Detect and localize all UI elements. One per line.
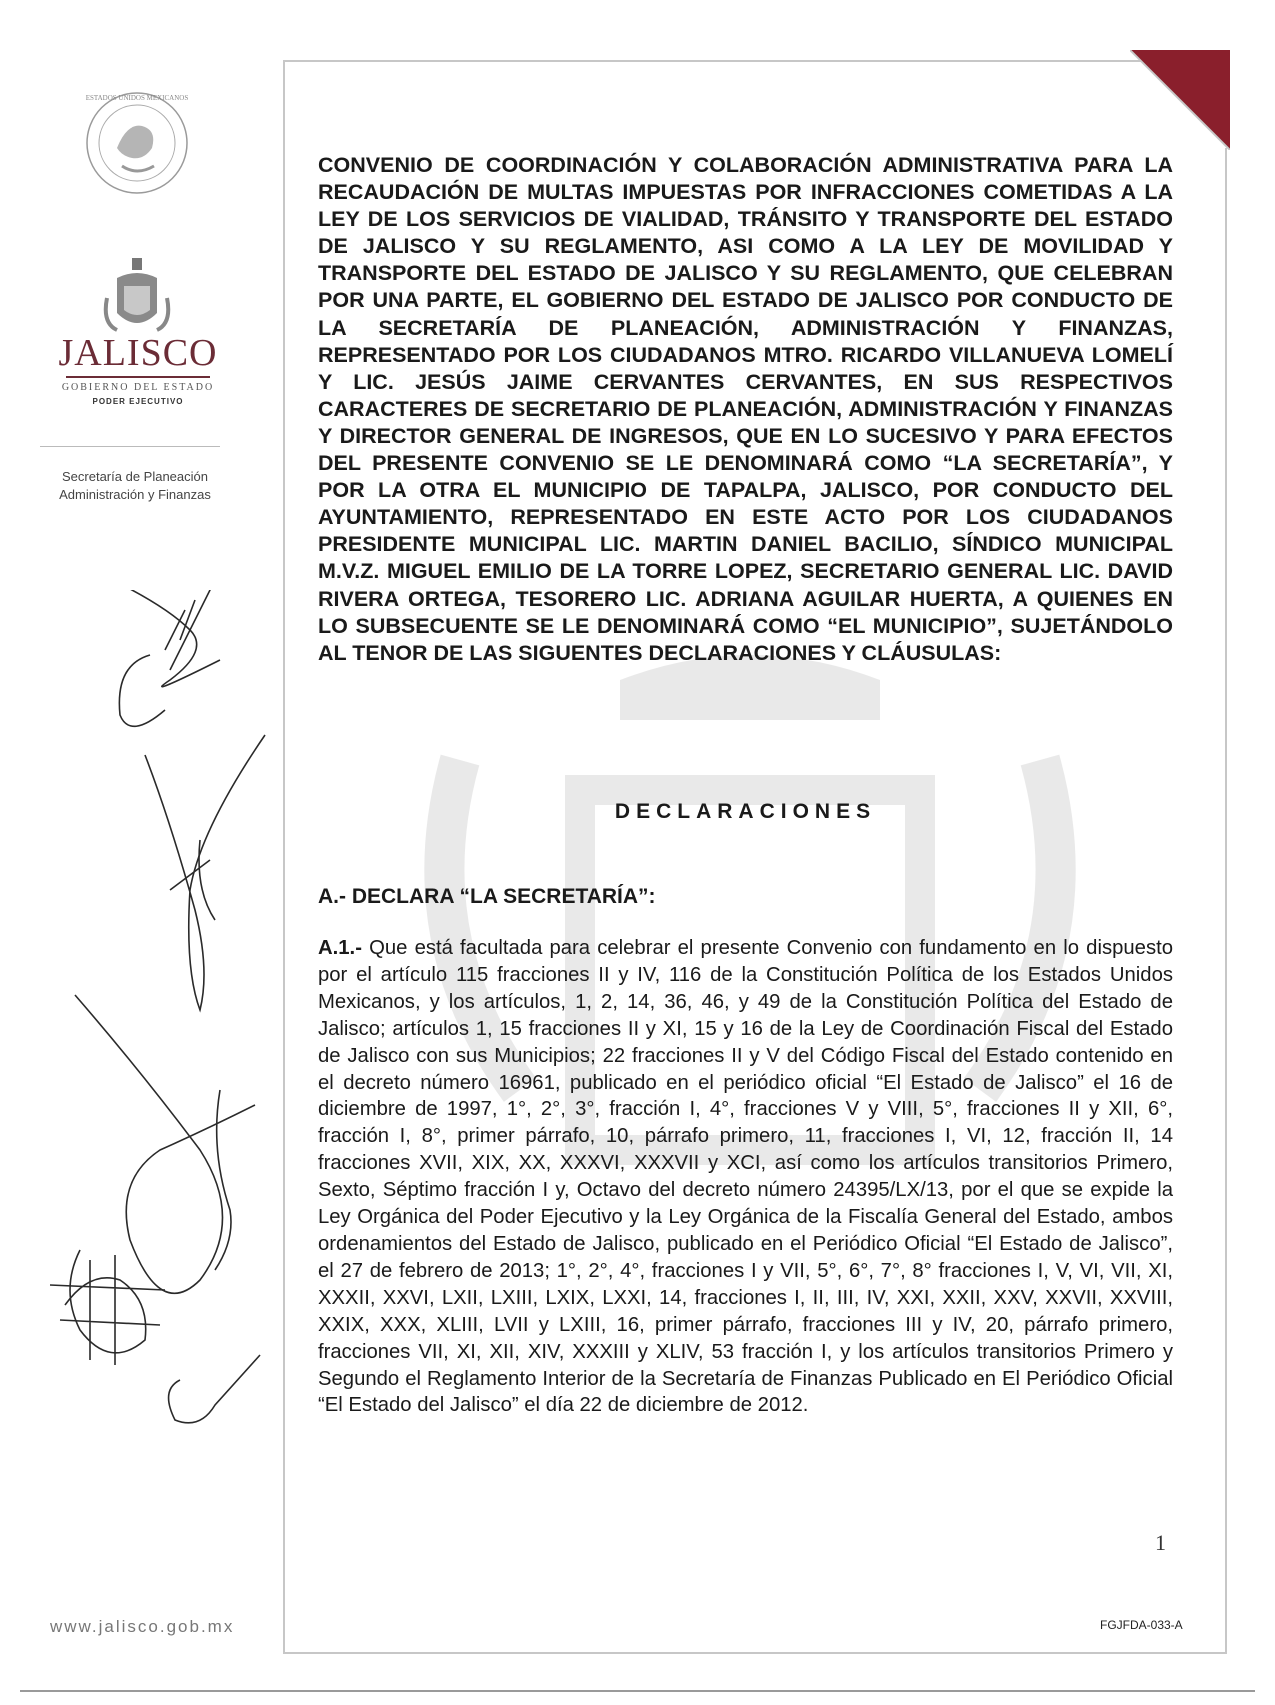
section-a-heading: A.- DECLARA “LA SECRETARÍA”: — [318, 885, 656, 908]
department-label — [35, 468, 235, 504]
gobierno-del-estado-label: GOBIERNO DEL ESTADO — [61, 382, 215, 393]
handwritten-signatures — [20, 590, 300, 1520]
poder-ejecutivo-label: PODER EJECUTIVO — [92, 397, 184, 406]
website-label: www.jalisco.gob.mx — [50, 1617, 235, 1636]
department-line-2: Administración y Finanzas — [59, 487, 211, 502]
corner-accent-icon — [1130, 50, 1230, 150]
jalisco-crest-icon — [102, 258, 172, 340]
sidebar-divider — [40, 446, 220, 447]
jalisco-brand: JALISCO — [58, 332, 218, 374]
brand-rule — [66, 376, 210, 378]
agreement-title: CONVENIO DE COORDINACIÓN Y COLABORACIÓN ADMINISTRATIVA PARA LA RECAUDACIÓN DE MULTAS IMPUESTAS POR INFRACCIONES COMETIDAS A LA LEY DE LOS SERVICIOS DE VIALIDAD, TRÁNSITO Y TRANSPORTE DEL ESTADO DE JALISCO Y SU REGLAMENTO, ASI COMO A LA LEY DE MOVILIDAD Y TRANSPORTE DEL ESTADO DE JALISCO Y SU REGLAMENTO, QUE CELEBRAN POR UNA PARTE, EL GOBIERNO DEL ESTADO DE JALISCO POR CONDUCTO DE LA SECRETARÍA DE PLANEACIÓN, ADMINISTRACIÓN Y FINANZAS, REPRESENTADO POR LOS CIUDADANOS MTRO. RICARDO VILLANUEVA LOMELÍ Y LIC. JESÚS JAIME CERVANTES CERVANTES, EN SUS RESPECTIVOS CARACTERES DE SECRETARIO DE PLANEACIÓN, ADMINISTRACIÓN Y FINANZAS Y DIRECTOR GENERAL DE INGRESOS, QUE EN LO SUCESIVO Y PARA EFECTOS DEL PRESENTE CONVENIO SE LE DENOMINARÁ COMO “LA SECRETARÍA”, Y POR LA OTRA EL MUNICIPIO DE TAPALPA, JALISCO, POR CONDUCTO DEL AYUNTAMIENTO, REPRESENTADO EN ESTE ACTO POR LOS CIUDADANOS PRESIDENTE MUNICIPAL LIC. MARTIN DANIEL BACILIO, SÍNDICO MUNICIPAL M.V.Z. MIGUEL EMILIO DE LA TORRE LOPEZ, SECRETARIO GENERAL LIC. DAVID RIVERA ORTEGA, TESORERO LIC. ADRIANA AGUILAR HUERTA, A QUIENES EN LO SUBSECUENTE SE LE DENOMINARÁ COMO “EL MUNICIPIO”, SUJETÁNDOLO AL TENOR DE LAS SIGUENTES DECLARACIONES Y CLÁUSULAS: — [318, 153, 1173, 665]
sidebar — [0, 0, 260, 1705]
department-line-1: Secretaría de Planeación — [62, 469, 208, 484]
paragraph-a1 — [318, 935, 1173, 1419]
document-code: FGJFDA-033-A — [1100, 1618, 1183, 1632]
document-frame-right — [1225, 148, 1227, 1652]
page-number: 1 — [1155, 1530, 1166, 1555]
paragraph-a1-text: Que está facultada para celebrar el presente Convenio con fundamento en lo dispuesto por el artículo 115 fracciones II y IV, 116 de la Constitución Política de los Estados Unidos Mexicanos, y los artículos, 1, 2, 14, 36, 46, y 49 de la Constitución Política del Estado de Jalisco; artículos 1, 15 fracciones II y XI, 15 y 16 de la Ley de Coordinación Fiscal del Estado de Jalisco con sus Municipios; 22 fracciones II y V del Código Fiscal del Estado contenido en el decreto número 16961, publicado en el periódico oficial “El Estado de Jalisco” el 16 de diciembre de 1997, 1°, 2°, 3°, fracción I, 4°, fracciones V y VIII, 5°, fracciones II y XII, 6°, fracción I, 8°, primer párrafo, 10, párrafo primero, 11, fracciones I, VI, 12, fracción II, 14 fracciones XVII, XIX, XX, XXXVI, XXXVII y XCI, así como los artículos transitorios Primero, Sexto, Séptimo fracción I y, Octavo del decreto número 24395/LX/13, por el que se expide la Ley Orgánica del Poder Ejecutivo y la Ley Orgánica de la Fiscalía General del Estado, ambos ordenamientos del Estado de Jalisco, publicado en el Periódico Oficial “El Estado de Jalisco”, el 27 de febrero de 2013; 1°, 2°, 4°, fracciones I y VII, 5°, 6°, 7°, 8° fracciones I, V, VI, VII, XI, XXXII, XXVI, LXII, LXIII, LXIX, LXXI, 14, fracciones I, II, III, IV, XXI, XXII, XXV, XXVII, XXVIII, XXIX, XXX, XLIII, LVII y LXIII, 16, primer párrafo, fracciones III y IV, 20, párrafo primero, fracciones VII, XI, XII, XIV, XXXIII y XLIV, 53 fracción I, y los artículos transitorios Primero y Segundo el Reglamento Interior de la Secretaría de Finanzas Publicado en El Periódico Oficial “El Estado del Jalisco” el día 22 de diciembre de 2012. — [318, 937, 1173, 1417]
seal-text: ESTADOS UNIDOS MEXICANOS — [85, 94, 189, 102]
paragraph-a1-label: A.1.- — [318, 937, 362, 959]
mexico-national-seal-icon — [82, 88, 192, 198]
declarations-heading: DECLARACIONES — [614, 800, 877, 823]
